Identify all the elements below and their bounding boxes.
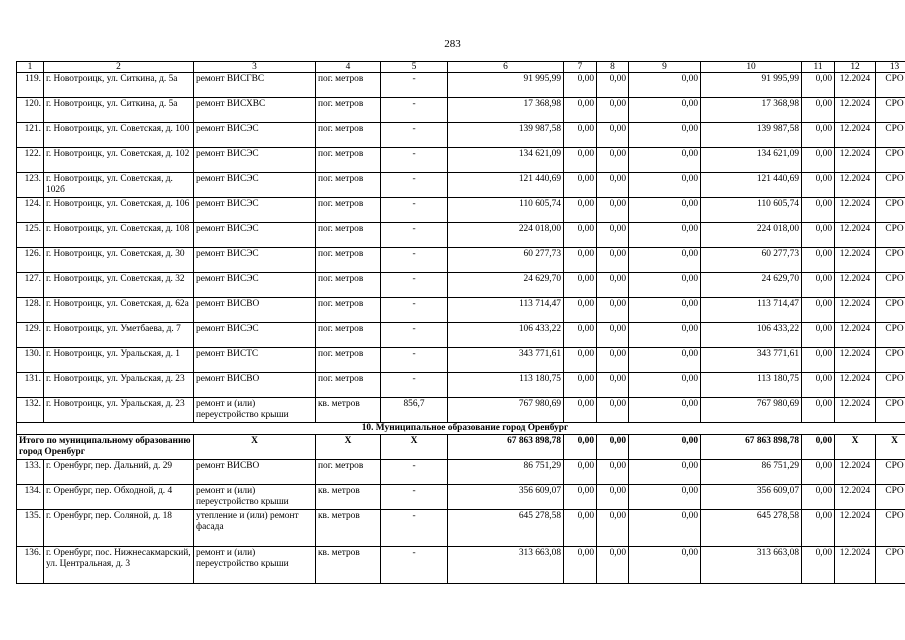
row-index-cell: 134. <box>17 485 44 510</box>
table-row <box>17 273 905 298</box>
deadline-cell: 12.2024 <box>835 173 876 198</box>
address-cell: г. Новотроицк, ул. Уральская, д. 1 <box>44 348 194 373</box>
amount-cell: 0,00 <box>629 298 701 323</box>
deadline-cell: 12.2024 <box>835 398 876 423</box>
total-value-cell: Х <box>316 435 381 460</box>
amount-cell: 0,00 <box>597 248 629 273</box>
table-body <box>17 62 905 584</box>
quantity-cell: - <box>381 348 448 373</box>
amount-cell: 0,00 <box>564 298 597 323</box>
amount-cell: 0,00 <box>802 373 835 398</box>
amount-cell: 0,00 <box>802 148 835 173</box>
quantity-cell: - <box>381 273 448 298</box>
total-value-cell: 0,00 <box>564 435 597 460</box>
work-type-cell: утепление и (или) ремонт фасада <box>194 510 316 547</box>
regional-fund-cell: 113 714,47 <box>701 298 802 323</box>
total-cost-cell: 313 663,08 <box>448 547 564 584</box>
page-number: 283 <box>444 38 461 50</box>
deadline-cell: 12.2024 <box>835 485 876 510</box>
regional-fund-cell: 121 440,69 <box>701 173 802 198</box>
address-cell: г. Оренбург, пос. Нижнесакмарский, ул. Центральная, д. 3 <box>44 547 194 584</box>
method-cell: СРО <box>876 98 905 123</box>
amount-cell: 0,00 <box>564 460 597 485</box>
work-type-cell: ремонт ВИСТС <box>194 348 316 373</box>
row-index-cell: 128. <box>17 298 44 323</box>
column-number-cell: 2 <box>44 62 194 73</box>
regional-fund-cell: 313 663,08 <box>701 547 802 584</box>
unit-cell: пог. метров <box>316 248 381 273</box>
amount-cell: 0,00 <box>564 173 597 198</box>
amount-cell: 0,00 <box>564 223 597 248</box>
table-row <box>17 373 905 398</box>
row-index-cell: 135. <box>17 510 44 547</box>
unit-cell: пог. метров <box>316 298 381 323</box>
unit-cell: пог. метров <box>316 73 381 98</box>
deadline-cell: 12.2024 <box>835 73 876 98</box>
deadline-cell: 12.2024 <box>835 198 876 223</box>
work-type-cell: ремонт ВИСГВС <box>194 73 316 98</box>
quantity-cell: - <box>381 510 448 547</box>
address-cell: г. Новотроицк, ул. Советская, д. 62а <box>44 298 194 323</box>
deadline-cell: 12.2024 <box>835 510 876 547</box>
regional-fund-cell: 86 751,29 <box>701 460 802 485</box>
amount-cell: 0,00 <box>629 547 701 584</box>
table-row <box>17 485 905 510</box>
total-value-cell: 0,00 <box>597 435 629 460</box>
quantity-cell: - <box>381 198 448 223</box>
amount-cell: 0,00 <box>597 98 629 123</box>
unit-cell: кв. метров <box>316 510 381 547</box>
address-cell: г. Новотроицк, ул. Ситкина, д. 5а <box>44 98 194 123</box>
method-cell: СРО <box>876 223 905 248</box>
total-cost-cell: 86 751,29 <box>448 460 564 485</box>
amount-cell: 0,00 <box>629 485 701 510</box>
regional-fund-cell: 767 980,69 <box>701 398 802 423</box>
column-number-cell: 1 <box>17 62 44 73</box>
deadline-cell: 12.2024 <box>835 248 876 273</box>
total-cost-cell: 24 629,70 <box>448 273 564 298</box>
quantity-cell: - <box>381 460 448 485</box>
deadline-cell: 12.2024 <box>835 223 876 248</box>
total-cost-cell: 645 278,58 <box>448 510 564 547</box>
regional-fund-cell: 139 987,58 <box>701 123 802 148</box>
amount-cell: 0,00 <box>629 348 701 373</box>
column-number-cell: 5 <box>381 62 448 73</box>
total-cost-cell: 767 980,69 <box>448 398 564 423</box>
table-row <box>17 510 905 547</box>
total-cost-cell: 91 995,99 <box>448 73 564 98</box>
method-cell: СРО <box>876 510 905 547</box>
address-cell: г. Новотроицк, ул. Уральская, д. 23 <box>44 398 194 423</box>
method-cell: СРО <box>876 273 905 298</box>
method-cell: СРО <box>876 460 905 485</box>
address-cell: г. Новотроицк, ул. Советская, д. 106 <box>44 198 194 223</box>
amount-cell: 0,00 <box>629 148 701 173</box>
total-value-cell: 67 863 898,78 <box>448 435 564 460</box>
address-cell: г. Новотроицк, ул. Уметбаева, д. 7 <box>44 323 194 348</box>
amount-cell: 0,00 <box>629 373 701 398</box>
deadline-cell: 12.2024 <box>835 298 876 323</box>
total-cost-cell: 17 368,98 <box>448 98 564 123</box>
unit-cell: пог. метров <box>316 323 381 348</box>
regional-fund-cell: 24 629,70 <box>701 273 802 298</box>
row-index-cell: 131. <box>17 373 44 398</box>
total-value-cell: 0,00 <box>802 435 835 460</box>
method-cell: СРО <box>876 123 905 148</box>
total-value-cell: Х <box>876 435 905 460</box>
address-cell: г. Оренбург, пер. Обходной, д. 4 <box>44 485 194 510</box>
quantity-cell: - <box>381 73 448 98</box>
amount-cell: 0,00 <box>597 547 629 584</box>
total-cost-cell: 134 621,09 <box>448 148 564 173</box>
quantity-cell: - <box>381 148 448 173</box>
row-index-cell: 122. <box>17 148 44 173</box>
unit-cell: пог. метров <box>316 373 381 398</box>
total-value-cell: Х <box>381 435 448 460</box>
deadline-cell: 12.2024 <box>835 148 876 173</box>
table-row <box>17 148 905 173</box>
amount-cell: 0,00 <box>802 398 835 423</box>
total-cost-cell: 121 440,69 <box>448 173 564 198</box>
quantity-cell: - <box>381 547 448 584</box>
work-type-cell: ремонт ВИСЭС <box>194 123 316 148</box>
amount-cell: 0,00 <box>564 398 597 423</box>
address-cell: г. Новотроицк, ул. Советская, д. 102 <box>44 148 194 173</box>
amount-cell: 0,00 <box>802 485 835 510</box>
total-row <box>17 435 905 460</box>
method-cell: СРО <box>876 323 905 348</box>
amount-cell: 0,00 <box>564 73 597 98</box>
row-index-cell: 133. <box>17 460 44 485</box>
quantity-cell: - <box>381 173 448 198</box>
column-number-cell: 11 <box>802 62 835 73</box>
amount-cell: 0,00 <box>564 547 597 584</box>
amount-cell: 0,00 <box>564 123 597 148</box>
amount-cell: 0,00 <box>629 98 701 123</box>
total-cost-cell: 106 433,22 <box>448 323 564 348</box>
column-number-cell: 8 <box>597 62 629 73</box>
row-index-cell: 124. <box>17 198 44 223</box>
regional-fund-cell: 110 605,74 <box>701 198 802 223</box>
amount-cell: 0,00 <box>802 323 835 348</box>
column-number-cell: 12 <box>835 62 876 73</box>
regional-fund-cell: 91 995,99 <box>701 73 802 98</box>
amount-cell: 0,00 <box>629 273 701 298</box>
address-cell: г. Новотроицк, ул. Уральская, д. 23 <box>44 373 194 398</box>
table-row <box>17 248 905 273</box>
amount-cell: 0,00 <box>629 460 701 485</box>
quantity-cell: - <box>381 248 448 273</box>
amount-cell: 0,00 <box>597 173 629 198</box>
quantity-cell: - <box>381 373 448 398</box>
deadline-cell: 12.2024 <box>835 323 876 348</box>
method-cell: СРО <box>876 148 905 173</box>
table-row <box>17 398 905 423</box>
table-row <box>17 223 905 248</box>
address-cell: г. Новотроицк, ул. Ситкина, д. 5а <box>44 73 194 98</box>
regional-fund-cell: 645 278,58 <box>701 510 802 547</box>
row-index-cell: 123. <box>17 173 44 198</box>
quantity-cell: - <box>381 98 448 123</box>
quantity-cell: - <box>381 323 448 348</box>
unit-cell: пог. метров <box>316 98 381 123</box>
total-cost-cell: 113 714,47 <box>448 298 564 323</box>
work-type-cell: ремонт и (или) переустройство крыши <box>194 398 316 423</box>
column-number-cell: 3 <box>194 62 316 73</box>
total-value-cell: 0,00 <box>629 435 701 460</box>
table-row <box>17 123 905 148</box>
amount-cell: 0,00 <box>629 323 701 348</box>
method-cell: СРО <box>876 248 905 273</box>
address-cell: г. Новотроицк, ул. Советская, д. 32 <box>44 273 194 298</box>
row-index-cell: 125. <box>17 223 44 248</box>
column-number-cell: 4 <box>316 62 381 73</box>
column-number-row <box>17 62 905 73</box>
regional-fund-cell: 17 368,98 <box>701 98 802 123</box>
amount-cell: 0,00 <box>597 323 629 348</box>
method-cell: СРО <box>876 348 905 373</box>
total-cost-cell: 60 277,73 <box>448 248 564 273</box>
address-cell: г. Оренбург, пер. Дальний, д. 29 <box>44 460 194 485</box>
quantity-cell: - <box>381 123 448 148</box>
amount-cell: 0,00 <box>629 73 701 98</box>
work-type-cell: ремонт ВИСЭС <box>194 273 316 298</box>
unit-cell: пог. метров <box>316 273 381 298</box>
amount-cell: 0,00 <box>802 298 835 323</box>
amount-cell: 0,00 <box>597 348 629 373</box>
work-type-cell: ремонт и (или) переустройство крыши <box>194 547 316 584</box>
row-index-cell: 119. <box>17 73 44 98</box>
method-cell: СРО <box>876 198 905 223</box>
amount-cell: 0,00 <box>597 373 629 398</box>
regional-fund-cell: 60 277,73 <box>701 248 802 273</box>
unit-cell: пог. метров <box>316 348 381 373</box>
method-cell: СРО <box>876 547 905 584</box>
work-type-cell: ремонт ВИСЭС <box>194 323 316 348</box>
method-cell: СРО <box>876 485 905 510</box>
deadline-cell: 12.2024 <box>835 460 876 485</box>
method-cell: СРО <box>876 73 905 98</box>
unit-cell: пог. метров <box>316 223 381 248</box>
address-cell: г. Оренбург, пер. Соляной, д. 18 <box>44 510 194 547</box>
amount-cell: 0,00 <box>802 348 835 373</box>
work-type-cell: ремонт ВИСВО <box>194 460 316 485</box>
quantity-cell: - <box>381 223 448 248</box>
amount-cell: 0,00 <box>564 198 597 223</box>
row-index-cell: 130. <box>17 348 44 373</box>
quantity-cell: - <box>381 485 448 510</box>
total-value-cell: Х <box>835 435 876 460</box>
amount-cell: 0,00 <box>564 273 597 298</box>
deadline-cell: 12.2024 <box>835 348 876 373</box>
column-number-cell: 7 <box>564 62 597 73</box>
amount-cell: 0,00 <box>802 123 835 148</box>
amount-cell: 0,00 <box>629 173 701 198</box>
amount-cell: 0,00 <box>564 510 597 547</box>
total-cost-cell: 343 771,61 <box>448 348 564 373</box>
total-cost-cell: 113 180,75 <box>448 373 564 398</box>
total-value-cell: 67 863 898,78 <box>701 435 802 460</box>
work-type-cell: ремонт ВИСХВС <box>194 98 316 123</box>
section-title: 10. Муниципальное образование город Оренбург <box>17 423 905 435</box>
unit-cell: кв. метров <box>316 485 381 510</box>
column-number-cell: 6 <box>448 62 564 73</box>
amount-cell: 0,00 <box>564 485 597 510</box>
amount-cell: 0,00 <box>629 398 701 423</box>
amount-cell: 0,00 <box>597 298 629 323</box>
regional-fund-cell: 113 180,75 <box>701 373 802 398</box>
table-row <box>17 323 905 348</box>
method-cell: СРО <box>876 298 905 323</box>
amount-cell: 0,00 <box>629 123 701 148</box>
total-cost-cell: 224 018,00 <box>448 223 564 248</box>
method-cell: СРО <box>876 373 905 398</box>
address-cell: г. Новотроицк, ул. Советская, д. 30 <box>44 248 194 273</box>
amount-cell: 0,00 <box>597 273 629 298</box>
row-index-cell: 136. <box>17 547 44 584</box>
address-cell: г. Новотроицк, ул. Советская, д. 102б <box>44 173 194 198</box>
quantity-cell: 856,7 <box>381 398 448 423</box>
table-row <box>17 98 905 123</box>
amount-cell: 0,00 <box>802 248 835 273</box>
method-cell: СРО <box>876 173 905 198</box>
work-type-cell: ремонт ВИСЭС <box>194 148 316 173</box>
total-label: Итого по муниципальному образованию город Оренбург <box>17 435 194 460</box>
column-number-cell: 9 <box>629 62 701 73</box>
amount-cell: 0,00 <box>802 273 835 298</box>
unit-cell: пог. метров <box>316 460 381 485</box>
table-row <box>17 348 905 373</box>
amount-cell: 0,00 <box>802 73 835 98</box>
table-row <box>17 198 905 223</box>
table-row <box>17 460 905 485</box>
row-index-cell: 129. <box>17 323 44 348</box>
work-type-cell: ремонт ВИСВО <box>194 373 316 398</box>
amount-cell: 0,00 <box>802 198 835 223</box>
total-cost-cell: 110 605,74 <box>448 198 564 223</box>
deadline-cell: 12.2024 <box>835 273 876 298</box>
table-row <box>17 73 905 98</box>
regional-fund-cell: 343 771,61 <box>701 348 802 373</box>
deadline-cell: 12.2024 <box>835 123 876 148</box>
amount-cell: 0,00 <box>597 148 629 173</box>
unit-cell: кв. метров <box>316 398 381 423</box>
amount-cell: 0,00 <box>802 98 835 123</box>
row-index-cell: 121. <box>17 123 44 148</box>
total-value-cell: Х <box>194 435 316 460</box>
unit-cell: кв. метров <box>316 547 381 584</box>
work-type-cell: ремонт ВИСЭС <box>194 248 316 273</box>
row-index-cell: 127. <box>17 273 44 298</box>
column-number-cell: 13 <box>876 62 905 73</box>
work-type-cell: ремонт и (или) переустройство крыши <box>194 485 316 510</box>
table-row <box>17 547 905 584</box>
amount-cell: 0,00 <box>597 460 629 485</box>
capital-repair-table <box>16 61 905 584</box>
method-cell: СРО <box>876 398 905 423</box>
amount-cell: 0,00 <box>597 398 629 423</box>
amount-cell: 0,00 <box>564 323 597 348</box>
amount-cell: 0,00 <box>802 510 835 547</box>
regional-fund-cell: 356 609,07 <box>701 485 802 510</box>
table-row <box>17 298 905 323</box>
amount-cell: 0,00 <box>564 373 597 398</box>
amount-cell: 0,00 <box>564 148 597 173</box>
column-number-cell: 10 <box>701 62 802 73</box>
amount-cell: 0,00 <box>802 223 835 248</box>
total-cost-cell: 139 987,58 <box>448 123 564 148</box>
amount-cell: 0,00 <box>564 98 597 123</box>
amount-cell: 0,00 <box>597 198 629 223</box>
amount-cell: 0,00 <box>629 510 701 547</box>
amount-cell: 0,00 <box>629 223 701 248</box>
work-type-cell: ремонт ВИСЭС <box>194 173 316 198</box>
amount-cell: 0,00 <box>629 198 701 223</box>
amount-cell: 0,00 <box>802 460 835 485</box>
unit-cell: пог. метров <box>316 148 381 173</box>
amount-cell: 0,00 <box>597 73 629 98</box>
section-row <box>17 423 905 435</box>
regional-fund-cell: 224 018,00 <box>701 223 802 248</box>
unit-cell: пог. метров <box>316 198 381 223</box>
amount-cell: 0,00 <box>597 223 629 248</box>
work-type-cell: ремонт ВИСВО <box>194 298 316 323</box>
work-type-cell: ремонт ВИСЭС <box>194 198 316 223</box>
amount-cell: 0,00 <box>564 348 597 373</box>
amount-cell: 0,00 <box>597 485 629 510</box>
work-type-cell: ремонт ВИСЭС <box>194 223 316 248</box>
row-index-cell: 120. <box>17 98 44 123</box>
amount-cell: 0,00 <box>564 248 597 273</box>
quantity-cell: - <box>381 298 448 323</box>
deadline-cell: 12.2024 <box>835 98 876 123</box>
amount-cell: 0,00 <box>629 248 701 273</box>
deadline-cell: 12.2024 <box>835 373 876 398</box>
deadline-cell: 12.2024 <box>835 547 876 584</box>
address-cell: г. Новотроицк, ул. Советская, д. 100 <box>44 123 194 148</box>
amount-cell: 0,00 <box>597 123 629 148</box>
row-index-cell: 126. <box>17 248 44 273</box>
unit-cell: пог. метров <box>316 173 381 198</box>
address-cell: г. Новотроицк, ул. Советская, д. 108 <box>44 223 194 248</box>
total-cost-cell: 356 609,07 <box>448 485 564 510</box>
regional-fund-cell: 106 433,22 <box>701 323 802 348</box>
unit-cell: пог. метров <box>316 123 381 148</box>
table-row <box>17 173 905 198</box>
amount-cell: 0,00 <box>802 547 835 584</box>
regional-fund-cell: 134 621,09 <box>701 148 802 173</box>
row-index-cell: 132. <box>17 398 44 423</box>
amount-cell: 0,00 <box>597 510 629 547</box>
amount-cell: 0,00 <box>802 173 835 198</box>
